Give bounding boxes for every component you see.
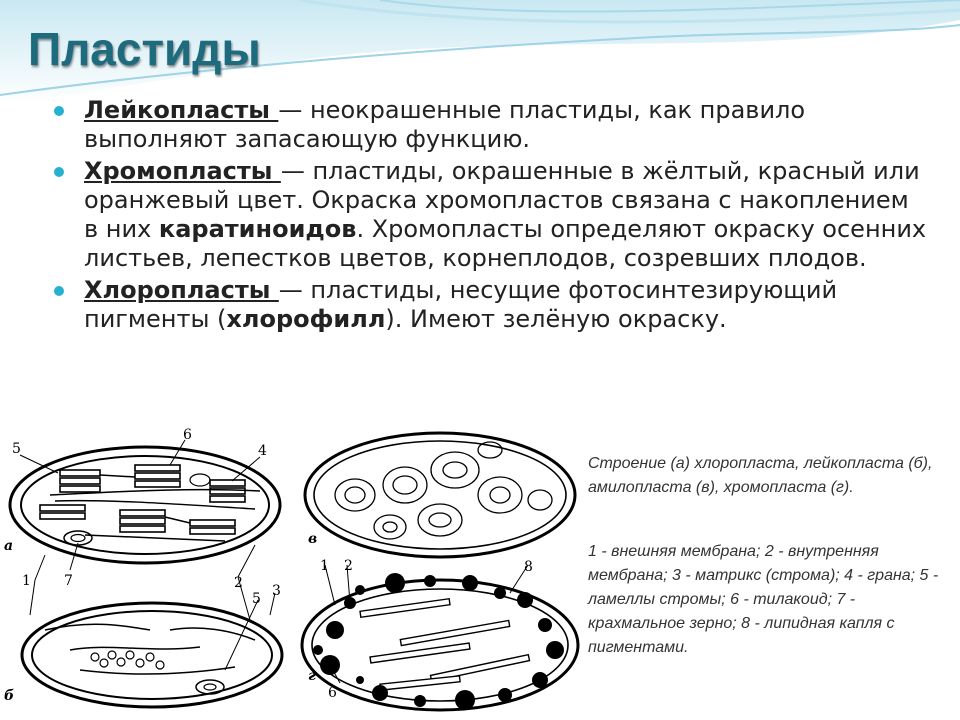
label-3: 3 (272, 583, 281, 599)
label-6: 6 (183, 427, 192, 443)
label-6-chromo: 6 (328, 685, 337, 701)
label-1-chromo: 1 (320, 558, 329, 574)
bold-chlorophyll: хлорофилл (226, 305, 386, 333)
label-g: г (308, 668, 316, 684)
label-2: 2 (234, 575, 243, 591)
chromoplast-drawing (302, 573, 578, 710)
bullet-text: — неокрашенные пластиды, как правило выполняют запасающую функцию. (84, 96, 806, 153)
leucoplast-drawing (22, 603, 282, 707)
bullet-chloroplasts (50, 276, 930, 334)
label-8: 8 (524, 559, 533, 575)
plastid-illustration (0, 425, 580, 720)
label-2-chromo: 2 (344, 558, 353, 574)
label-5b: 5 (252, 591, 261, 607)
bullet-leucoplasts (50, 96, 930, 154)
figure-legend: 1 - внешняя мембрана; 2 - внутренняя мембрана; 3 - матрикс (строма); 4 - грана; 5 - ламеллы стромы; 6 - тилакоид; 7 - крахмальное зерно; 8 - липидная капля с пигментами. (588, 543, 939, 656)
label-a: а (4, 538, 14, 554)
bullet-text: — пластиды, несущие фотосинтезирующий пигменты ( (84, 276, 838, 333)
bullet-chromoplasts (50, 157, 930, 273)
label-7: 7 (64, 573, 73, 589)
label-1: 1 (22, 573, 31, 589)
bullet-text: — пластиды, окрашенные в жёлтый, красный или оранжевый цвет. Окраска хромопластов связана с накоплением в них (84, 157, 920, 243)
term-leucoplasts: Лейкопласты (84, 96, 279, 124)
bullet-list (50, 96, 930, 337)
figure-caption: Строение (а) хлоропласта, лейкопласта (б), амилопласта (в), хромопласта (г). (588, 455, 933, 496)
bullet-text: . Хромопласты определяют окраску осенних листьев, лепестков цветов, корнеплодов, созревших плодов. (84, 215, 927, 272)
bullet-dot (54, 286, 64, 296)
slide-title: Пластиды (28, 23, 261, 75)
label-4: 4 (258, 443, 267, 459)
label-v: в (308, 531, 318, 547)
term-chloroplasts: Хлоропласты (84, 276, 279, 304)
bullet-dot (54, 167, 64, 177)
bullet-text: ). Имеют зелёную окраску. (385, 305, 727, 333)
term-chromoplasts: Хромопласты (84, 157, 281, 185)
bold-carotenoids: каратиноидов (158, 215, 357, 243)
bullet-dot (54, 106, 64, 116)
label-b: б (4, 688, 15, 704)
label-5: 5 (12, 441, 21, 457)
chloroplast-drawing (10, 447, 280, 563)
amyloplast-drawing (305, 433, 575, 557)
